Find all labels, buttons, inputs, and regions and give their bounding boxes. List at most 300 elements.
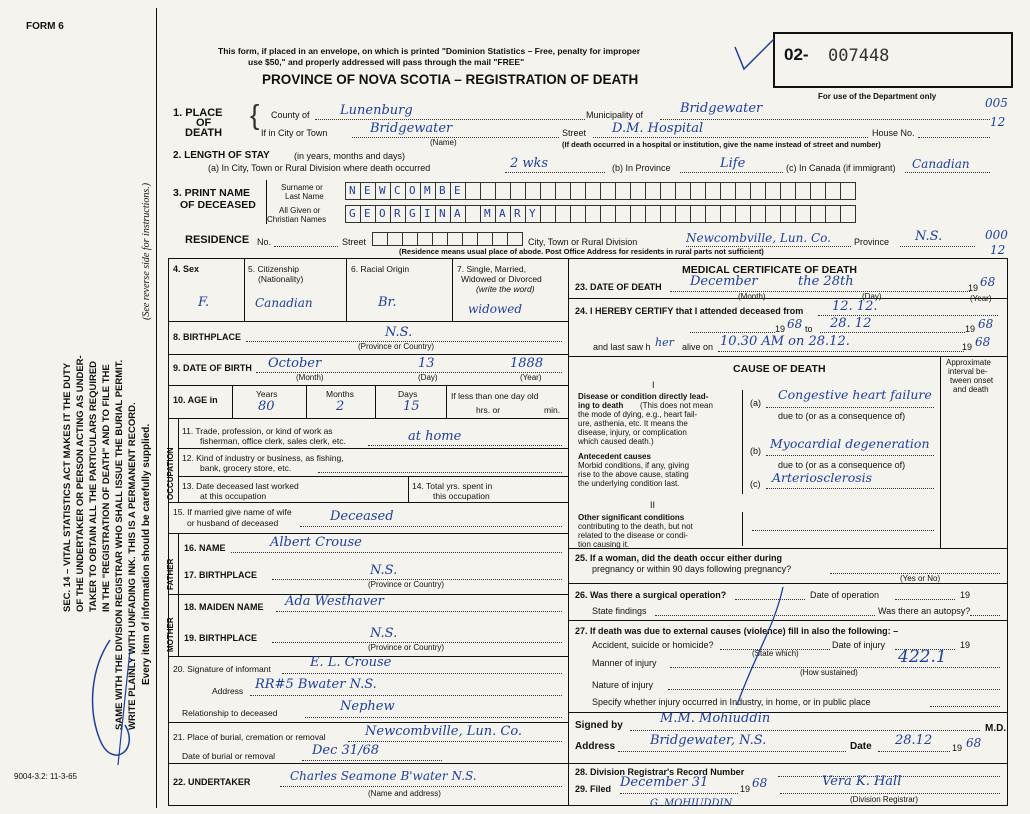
hospital-note: (If death occurred in a hospital or institution, give the name instead of street and number) (562, 140, 881, 149)
mother-bp-caption: (Province or Country) (368, 643, 445, 652)
alive-label: alive on (682, 342, 714, 352)
residence-label: RESIDENCE (185, 234, 250, 246)
age-months-value: 2 (336, 399, 345, 414)
birthplace-value: N.S. (385, 325, 413, 340)
to-line (820, 332, 965, 333)
medical-title: MEDICAL CERTIFICATE OF DEATH (682, 264, 857, 276)
residence-province-label: Province (854, 237, 890, 247)
registrar-signature: Vera K. Hall (822, 774, 902, 789)
cause-c-line (766, 488, 934, 489)
col-div-race (452, 258, 453, 321)
nature-line (668, 689, 1000, 690)
part-one: I (652, 380, 655, 390)
col-div-citizen (346, 258, 347, 321)
given-name-box[interactable] (585, 205, 601, 223)
given-name-box[interactable] (735, 205, 751, 223)
father-name-value: Albert Crouse (270, 535, 362, 550)
years-spent-label-1: 14. Total yrs. spent in (412, 481, 493, 491)
informant-sig-value: E. L. Crouse (310, 655, 392, 670)
surname-box[interactable] (375, 182, 391, 200)
dod-label: 23. DATE OF DEATH (575, 282, 662, 292)
to-year: 68 (978, 317, 994, 331)
sex-label: 4. Sex (173, 264, 200, 274)
mother-side-label: MOTHER (166, 617, 175, 652)
med-addr-label: Address (575, 741, 616, 752)
surname-letter: W (379, 184, 386, 197)
surname-box[interactable] (720, 182, 736, 200)
last-worked-label-1: 13. Date deceased last worked (182, 481, 299, 491)
given-name-box[interactable] (390, 205, 406, 223)
to-year-prefix: 19 (965, 324, 976, 334)
med-row-cause (568, 356, 1008, 357)
surname-box[interactable] (810, 182, 826, 200)
residence-province-value: N.S. (915, 229, 943, 244)
margin-scribble (70, 630, 150, 780)
undertaker-value: Charles Seamone B'water N.S. (290, 769, 477, 783)
given-name-box[interactable] (690, 205, 706, 223)
injury-year: 19 (960, 640, 971, 650)
every-item-note: Every item of information should be carefully supplied. (141, 423, 152, 685)
given-name-box[interactable] (480, 205, 496, 223)
med-row-24 (568, 298, 1008, 299)
surname-box[interactable] (525, 182, 541, 200)
surname-label-2: Last Name (285, 192, 324, 201)
specify-line (930, 706, 1000, 707)
surname-box[interactable] (360, 182, 376, 200)
cause-c-letter: (c) (750, 479, 761, 489)
other-label-2: contributing to the death, but not (578, 522, 693, 531)
hrs-label: hrs. or (476, 405, 501, 415)
dod-month: December (690, 274, 758, 289)
birthplace-label: 8. BIRTHPLACE (173, 332, 242, 342)
surname-box[interactable] (825, 182, 841, 200)
dob-month: October (268, 356, 322, 371)
surname-box[interactable] (660, 182, 676, 200)
dod-line (670, 291, 970, 292)
given-name-box[interactable] (825, 205, 841, 223)
registrar-caption: (Division Registrar) (850, 795, 919, 804)
marital-value: widowed (468, 302, 523, 316)
marital-label-3: (write the word) (476, 284, 535, 294)
alive-line (718, 351, 964, 352)
residence-street-box[interactable] (492, 232, 508, 246)
given-label-2: Christian Names (267, 215, 327, 224)
given-name-box[interactable] (465, 205, 481, 223)
mother-birthplace-label: 19. BIRTHPLACE (184, 633, 258, 643)
yes-no-caption: (Yes or No) (900, 574, 941, 583)
stay-c-line (905, 172, 990, 173)
external-label: 27. If death was due to external causes (violence) fill in also the following: – (575, 626, 899, 636)
given-name-letter: I (424, 207, 431, 220)
given-name-letter: O (379, 207, 386, 220)
residence-city-label: City, Town or Rural Division (528, 237, 638, 247)
row-div-16 (168, 533, 568, 534)
sec14-line1: SEC. 14 – VITAL STATISTICS ACT MAKES IT THE DUTY (62, 362, 73, 612)
autopsy-label: Was there an autopsy? (878, 606, 971, 616)
residence-street-box[interactable] (507, 232, 523, 246)
given-name-box[interactable] (375, 205, 391, 223)
dob-day-caption: (Day) (418, 373, 438, 382)
given-name-box[interactable] (780, 205, 796, 223)
surname-box[interactable] (600, 182, 616, 200)
direct-label-3: (This does not mean (640, 401, 713, 410)
place-label-3: DEATH (185, 127, 223, 139)
med-date-line (878, 751, 950, 752)
given-name-box[interactable] (495, 205, 511, 223)
mail-notice-2: use $50," and properly addressed will pass through the mail "FREE" (248, 57, 525, 67)
informant-sig-line (282, 673, 562, 674)
row-div-22 (168, 763, 568, 764)
surname-letter: O (409, 184, 416, 197)
stay-label: 2. LENGTH OF STAY (173, 150, 270, 161)
stay-c-value: Canadian (912, 157, 970, 171)
registrar-line (780, 793, 1000, 794)
given-name-box[interactable] (615, 205, 631, 223)
other-line (752, 530, 934, 531)
years-spent-label-2: this occupation (433, 491, 490, 501)
direct-label-2: ing to death (578, 401, 624, 410)
interval-label-1: Approximate (946, 358, 991, 367)
father-bp-caption: (Province or Country) (368, 580, 445, 589)
dob-label: 9. DATE OF BIRTH (173, 363, 252, 373)
filed-label: 29. Filed (575, 784, 612, 794)
other-bracket (742, 512, 743, 546)
antecedent-label-2: Morbid conditions, if any, giving (578, 461, 690, 470)
birthplace-caption: (Province or Country) (358, 342, 435, 351)
specify-label: Specify whether injury occurred in Industry, in home, or in public place (592, 697, 871, 707)
industry-label-2: bank, grocery store, etc. (200, 463, 292, 473)
given-name-box[interactable] (510, 205, 526, 223)
accident-label: Accident, suicide or homicide? (592, 640, 714, 650)
given-name-box[interactable] (765, 205, 781, 223)
alive-year-prefix: 19 (962, 342, 973, 352)
reg-number: 007448 (828, 46, 890, 66)
given-name-box[interactable] (750, 205, 766, 223)
age-div-4 (446, 385, 447, 418)
stay-a-line (505, 172, 605, 173)
surname-box[interactable] (390, 182, 406, 200)
state-which-caption: (State which) (752, 649, 799, 658)
surname-box[interactable] (705, 182, 721, 200)
trade-value: at home (408, 429, 462, 444)
given-name-box[interactable] (720, 205, 736, 223)
surname-box[interactable] (735, 182, 751, 200)
cause-title: CAUSE OF DEATH (733, 363, 826, 375)
surname-letter: C (394, 184, 401, 197)
reg-record-label: 28. Division Registrar's Record Number (575, 767, 745, 777)
cause-c-value: Arteriosclerosis (772, 470, 873, 485)
residence-street-box[interactable] (432, 232, 448, 246)
certify-label: 24. I HEREBY CERTIFY that I attended deceased from (575, 306, 804, 316)
antecedent-label-3: rise to the above cause, stating (578, 470, 689, 479)
given-name-box[interactable] (420, 205, 436, 223)
given-name-letter: G (349, 207, 356, 220)
residence-city-value: Newcombville, Lun. Co. (686, 231, 831, 245)
citizenship-label-1: 5. Citizenship (248, 264, 300, 274)
given-name-box[interactable] (645, 205, 661, 223)
surname-box[interactable] (495, 182, 511, 200)
how-sustained-caption: (How sustained) (800, 668, 858, 677)
injury-date-label: Date of injury (832, 640, 886, 650)
given-name-box[interactable] (450, 205, 466, 223)
father-birthplace-label: 17. BIRTHPLACE (184, 570, 258, 580)
dept-use: For use of the Department only (818, 92, 937, 101)
trade-label-1: 11. Trade, profession, or kind of work as (182, 426, 333, 436)
stay-b-line (680, 172, 783, 173)
street-line (593, 137, 868, 138)
mother-name-line (276, 611, 562, 612)
other-label-3: related to the disease or condi- (578, 531, 688, 540)
antecedent-label-4: the underlying condition last. (578, 479, 680, 488)
father-side-label: FATHER (166, 558, 175, 590)
med-addr-value: Bridgewater, N.S. (650, 733, 767, 748)
county-line (315, 119, 585, 120)
cause-b-line (766, 455, 934, 456)
sec14-line3: TAKER TO OBTAIN ALL THE PARTICULARS REQUIRED (88, 360, 99, 612)
occ-div (178, 418, 179, 502)
form-code: 9004-3.2: 11-3-65 (14, 772, 78, 781)
stay-b-label: (b) In Province (612, 163, 671, 173)
trade-line (368, 445, 562, 446)
other-label-1: Other significant conditions (578, 513, 685, 522)
filed-year: 68 (752, 776, 768, 790)
surname-box[interactable] (750, 182, 766, 200)
residence-street-box[interactable] (372, 232, 388, 246)
given-name-letter: R (394, 207, 401, 220)
informant-sig-label: 20. Signature of informant (173, 664, 271, 674)
given-name-box[interactable] (795, 205, 811, 223)
street-label: Street (562, 128, 587, 138)
last-saw-suffix: her (655, 336, 674, 349)
given-name-box[interactable] (675, 205, 691, 223)
informant-addr-line (250, 695, 562, 696)
residence-street-label: Street (342, 237, 367, 247)
surname-box[interactable] (570, 182, 586, 200)
surname-box[interactable] (615, 182, 631, 200)
surname-box[interactable] (405, 182, 421, 200)
surname-box[interactable] (345, 182, 361, 200)
given-name-box[interactable] (435, 205, 451, 223)
stay-a-value: 2 wks (510, 156, 549, 171)
given-name-box[interactable] (540, 205, 556, 223)
residence-no-line (274, 246, 338, 247)
med-date-year: 68 (966, 736, 982, 750)
given-name-box[interactable] (630, 205, 646, 223)
grid-top (168, 258, 1008, 259)
direct-label-1: Disease or condition directly lead- (578, 392, 709, 401)
cause-a-line (766, 407, 934, 408)
burial-place-value: Newcombville, Lun. Co. (365, 724, 523, 739)
signed-line (630, 730, 980, 731)
burial-place-label: 21. Place of burial, cremation or removal (173, 732, 326, 742)
dob-day: 13 (418, 356, 435, 371)
direct-label-6: disease, injury, or complication (578, 428, 687, 437)
age-div-1 (232, 385, 233, 418)
father-name-line (231, 552, 562, 553)
sec14-line2: OF THE UNDERTAKER OR PERSON ACTING AS UNDER- (75, 355, 86, 612)
med-addr-line (618, 751, 846, 752)
reg-prefix: 02- (784, 45, 809, 64)
nature-label: Nature of injury (592, 680, 654, 690)
min-label: min. (544, 405, 561, 415)
surname-box[interactable] (780, 182, 796, 200)
citizenship-value: Canadian (255, 296, 313, 310)
mother-birthplace-value: N.S. (370, 626, 398, 641)
residence-street-box[interactable] (417, 232, 433, 246)
given-name-box[interactable] (705, 205, 721, 223)
name-caption: (Name) (430, 138, 457, 147)
surname-box[interactable] (540, 182, 556, 200)
surname-letter: E (454, 184, 461, 197)
given-name-box[interactable] (570, 205, 586, 223)
cause-a-value: Congestive heart failure (778, 387, 932, 402)
surname-box[interactable] (765, 182, 781, 200)
racial-label: 6. Racial Origin (351, 264, 410, 274)
given-name-letter: M (484, 207, 491, 220)
surname-box[interactable] (645, 182, 661, 200)
surname-box[interactable] (555, 182, 571, 200)
surname-box[interactable] (465, 182, 481, 200)
informant-rel-label: Relationship to deceased (182, 708, 278, 718)
house-label: House No. (872, 128, 915, 138)
residence-note: (Residence means usual place of abode. Post Office Address for residents in rural parts not sufficient) (399, 247, 764, 256)
stay-sub: (in years, months and days) (294, 151, 406, 161)
to-label: to (805, 324, 813, 334)
alive-year: 68 (975, 335, 991, 349)
given-name-box[interactable] (660, 205, 676, 223)
dept-code-1: 005 (985, 96, 1008, 110)
surname-box[interactable] (840, 182, 856, 200)
dept-code-2: 12 (990, 115, 1006, 129)
footer-name: G. MOHIUDDIN (650, 798, 733, 809)
given-name-letter: R (514, 207, 521, 220)
county-label: County of (271, 110, 310, 120)
med-row-signed (568, 712, 1008, 713)
surname-box[interactable] (795, 182, 811, 200)
med-date-label: Date (850, 741, 872, 752)
icd-code: 422.1 (898, 647, 947, 667)
cause-bracket (742, 390, 743, 494)
other-label-4: tion causing it. (578, 540, 630, 549)
surname-box[interactable] (690, 182, 706, 200)
from-year-prefix: 19 (775, 324, 786, 334)
residence-street-box[interactable] (387, 232, 403, 246)
stay-c-label: (c) In Canada (if immigrant) (786, 163, 896, 173)
spouse-line (300, 526, 562, 527)
given-name-box[interactable] (345, 205, 361, 223)
grid-left (168, 258, 169, 806)
diagonal-pen-stroke (725, 585, 795, 710)
surname-box[interactable] (675, 182, 691, 200)
deceased-label-1: 3. PRINT NAME (173, 187, 251, 199)
burial-date-value: Dec 31/68 (312, 743, 379, 758)
from-year: 68 (787, 317, 803, 331)
mother-name-value: Ada Westhaver (285, 594, 384, 609)
given-name-box[interactable] (810, 205, 826, 223)
age-div-3 (375, 385, 376, 418)
last-worked-label-2: at this occupation (200, 491, 267, 501)
occ-div-2 (408, 476, 409, 502)
given-name-box[interactable] (555, 205, 571, 223)
md-label: M.D. (985, 723, 1007, 734)
burial-date-label: Date of burial or removal (182, 751, 276, 761)
stay-a-label: (a) In City, Town or Rural Division where death occurred (208, 163, 431, 173)
alive-value: 10.30 AM on 28.12. (720, 334, 850, 349)
dod-day: the 28th (798, 274, 854, 289)
dept-code-3: 000 (985, 228, 1008, 242)
antecedent-label-1: Antecedent causes (578, 452, 651, 461)
state-findings-label: State findings (592, 606, 647, 616)
form-number: FORM 6 (26, 21, 64, 32)
med-row-25 (568, 548, 1008, 549)
spouse-label-2: or husband of deceased (187, 518, 279, 528)
signed-label: Signed by (575, 720, 623, 731)
given-name-box[interactable] (525, 205, 541, 223)
margin-rule (156, 8, 157, 808)
given-name-box[interactable] (840, 205, 856, 223)
due-to-1: due to (or as a consequence of) (778, 411, 906, 421)
due-to-2: due to (or as a consequence of) (778, 460, 906, 470)
sec14-line5: SAME WITH THE DIVISION REGISTRAR WHO SHALL ISSUE THE BURIAL PERMIT. (114, 359, 125, 730)
med-row-28 (568, 763, 1008, 764)
stay-b-value: Life (720, 156, 746, 171)
given-name-letter: A (454, 207, 461, 220)
residence-street-box[interactable] (462, 232, 478, 246)
to-date: 28. 12 (830, 316, 872, 331)
surname-letter: E (364, 184, 371, 197)
place-label-1: 1. PLACE (173, 107, 223, 119)
surname-box[interactable] (585, 182, 601, 200)
from-date: 12. 12. (832, 299, 878, 314)
given-name-letter: A (499, 207, 506, 220)
dod-year: 68 (980, 275, 996, 289)
industry-line (318, 472, 562, 473)
surname-box[interactable] (510, 182, 526, 200)
signed-value: M.M. Mohiuddin (660, 711, 771, 726)
residence-street-box[interactable] (447, 232, 463, 246)
surname-box[interactable] (480, 182, 496, 200)
dept-code-4: 12 (990, 243, 1006, 257)
marital-label-2: Widowed or Divorced (461, 274, 542, 284)
residence-street-box[interactable] (402, 232, 418, 246)
sex-value: F. (198, 295, 210, 310)
house-line (918, 137, 990, 138)
given-name-letter: N (439, 207, 446, 220)
city-label: If in City or Town (261, 128, 328, 138)
spouse-value: Deceased (330, 509, 394, 524)
residence-street-box[interactable] (477, 232, 493, 246)
undertaker-caption: (Name and address) (368, 789, 441, 798)
age-years-label: Years (256, 389, 278, 399)
surname-box[interactable] (420, 182, 436, 200)
age-label: 10. AGE in (173, 395, 218, 405)
surname-box[interactable] (630, 182, 646, 200)
given-name-box[interactable] (405, 205, 421, 223)
citizenship-label-2: (Nationality) (258, 274, 304, 284)
reverse-note: (See reverse side for instructions.) (141, 182, 152, 320)
given-name-box[interactable] (600, 205, 616, 223)
pregnancy-label-2: pregnancy or within 90 days following pregnancy? (592, 564, 792, 574)
given-name-box[interactable] (360, 205, 376, 223)
surname-box[interactable] (450, 182, 466, 200)
grid-right (1007, 258, 1008, 806)
undertaker-line (280, 786, 562, 787)
mother-name-label: 18. MAIDEN NAME (184, 602, 264, 612)
informant-addr-value: RR#5 Bwater N.S. (255, 677, 377, 692)
dod-day-caption: (Day) (862, 292, 882, 301)
given-name-letter: G (409, 207, 416, 220)
surname-box[interactable] (435, 182, 451, 200)
